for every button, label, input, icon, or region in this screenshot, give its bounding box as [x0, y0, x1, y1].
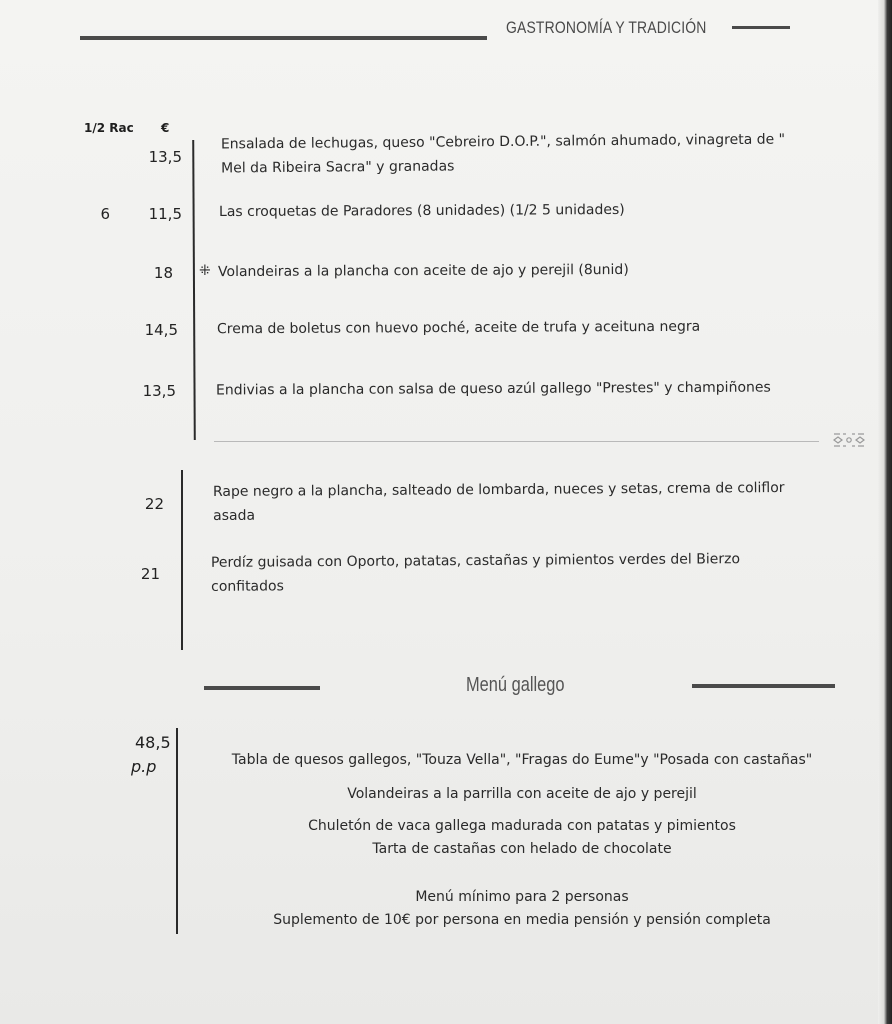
header-rule-right	[732, 26, 790, 29]
menu-course: Tarta de castañas con helado de chocolate	[372, 841, 672, 857]
dish-name	[211, 547, 740, 599]
dish-price: 13,5	[148, 148, 182, 166]
dish-price: 13,5	[142, 382, 176, 400]
menu-course: Tabla de quesos gallegos, "Touza Vella", "Fragas do Eume"y "Posada con castañas"	[231, 752, 813, 768]
dish-price: 21	[140, 565, 160, 583]
page-title: GASTRONOMÍA Y TRADICIÓN	[506, 18, 707, 37]
currency-heading: €	[161, 121, 170, 135]
price-column-divider	[192, 140, 195, 440]
binder-edge	[884, 0, 892, 1024]
ornament-icon	[832, 431, 866, 449]
dish-name	[221, 128, 786, 181]
dish-name-line: Perdíz guisada con Oporto, patatas, castañas y pimientos verdes del Bierzo	[210, 551, 741, 571]
dish-name: Volandeiras a la plancha con aceite de ajo y perejil (8unid)	[217, 261, 629, 281]
menu-rule-right	[692, 684, 835, 688]
menu-price: 48,5	[135, 733, 171, 752]
menu-course: Volandeiras a la parrilla con aceite de ajo y perejil	[347, 786, 697, 802]
dish-half-price: 6	[100, 205, 110, 223]
menu-rule-left	[204, 686, 320, 690]
price-column-divider-lower	[181, 470, 183, 650]
dish-name-line: asada	[213, 507, 256, 524]
dish-price: 14,5	[144, 321, 178, 339]
dish-name: Las croquetas de Paradores (8 unidades) (1/2 5 unidades)	[218, 201, 625, 221]
header-rule-left	[80, 36, 487, 40]
dish-name-line: confitados	[211, 578, 284, 595]
dish-price: 22	[144, 495, 164, 513]
half-portion-heading: 1/2 Rac	[84, 121, 134, 135]
dish-price: 18	[153, 264, 173, 282]
menu-course: Chuletón de vaca gallega madurada con patatas y pimientos	[308, 818, 736, 834]
dish-name: Endivias a la plancha con salsa de queso azúl gallego "Prestes" y champiñones	[215, 379, 771, 399]
menu-gallego-title: Menú gallego	[466, 674, 565, 696]
menu-price-unit: p.p	[131, 757, 157, 776]
dish-symbol: ⁜	[199, 263, 211, 279]
dish-name: Crema de boletus con huevo poché, aceite de trufa y aceituna negra	[216, 318, 701, 338]
dish-name-line: Ensalada de lechugas, queso "Cebreiro D.O.P.", salmón ahumado, vinagreta de "	[220, 131, 786, 153]
dish-name	[213, 476, 785, 528]
dish-name-line: Mel da Ribeira Sacra" y granadas	[221, 158, 455, 177]
menu-note: Suplemento de 10€ por persona en media pensión y pensión completa	[273, 912, 771, 928]
dish-price: 11,5	[148, 205, 182, 223]
section-separator	[214, 441, 819, 442]
dish-name-line: Rape negro a la plancha, salteado de lombarda, nueces y setas, crema de coliflor	[212, 480, 785, 500]
menu-note: Menú mínimo para 2 personas	[415, 889, 629, 905]
